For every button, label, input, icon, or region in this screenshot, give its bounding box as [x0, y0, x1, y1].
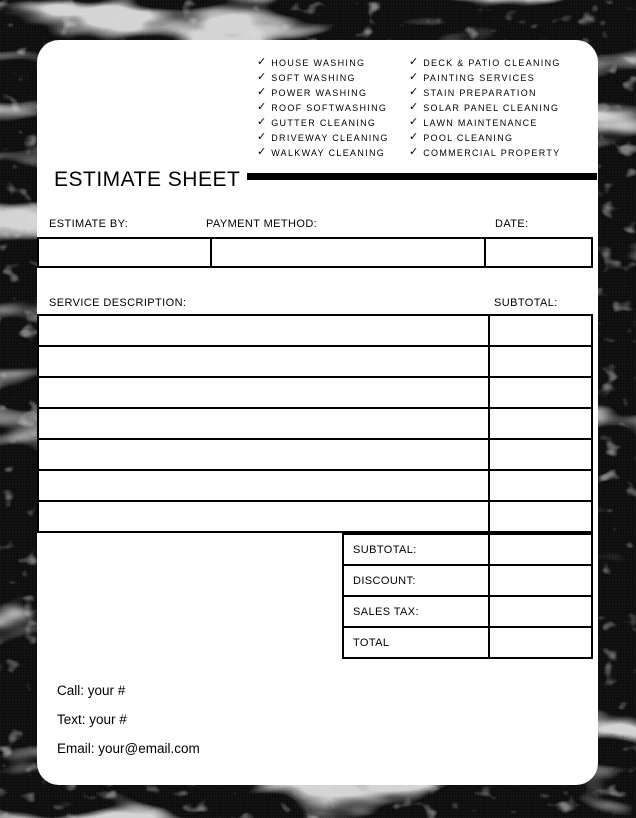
description-cell[interactable]	[39, 347, 490, 376]
summary-row	[344, 597, 591, 628]
service-item	[257, 85, 389, 100]
contact-call: Call: your #	[57, 683, 126, 698]
checkmark-icon: ✓	[257, 56, 267, 68]
service-item	[257, 115, 389, 130]
totals-summary	[342, 533, 593, 659]
summary-subtotal-label: SUBTOTAL:	[344, 535, 490, 564]
summary-row	[344, 566, 591, 597]
summary-salestax-field[interactable]	[490, 597, 591, 626]
service-description-header: SERVICE DESCRIPTION:	[49, 297, 187, 309]
checkmark-icon: ✓	[409, 71, 419, 83]
service-label: POOL CLEANING	[423, 132, 514, 143]
subtotal-cell[interactable]	[490, 440, 591, 469]
summary-subtotal-field[interactable]	[490, 535, 591, 564]
summary-discount-label: DISCOUNT:	[344, 566, 490, 595]
description-cell[interactable]	[39, 471, 490, 500]
service-label: STAIN PREPARATION	[423, 87, 537, 98]
contact-email: Email: your@email.com	[57, 741, 200, 756]
summary-total-label: TOTAL	[344, 628, 490, 657]
service-item	[409, 70, 561, 85]
date-field[interactable]	[486, 239, 591, 266]
description-cell[interactable]	[39, 378, 490, 407]
service-item	[409, 145, 561, 160]
page-title: ESTIMATE SHEET	[54, 168, 241, 191]
subtotal-cell[interactable]	[490, 409, 591, 438]
title-rule	[247, 173, 597, 180]
services-list-left	[257, 55, 389, 160]
contact-block	[57, 681, 200, 759]
service-item	[257, 130, 389, 145]
checkmark-icon: ✓	[409, 116, 419, 128]
checkmark-icon: ✓	[409, 146, 419, 158]
summary-discount-field[interactable]	[490, 566, 591, 595]
service-item	[409, 115, 561, 130]
description-cell[interactable]	[39, 502, 490, 531]
description-cell[interactable]	[39, 409, 490, 438]
table-row	[39, 440, 591, 471]
table-row	[39, 502, 591, 531]
summary-row	[344, 628, 591, 657]
description-cell[interactable]	[39, 440, 490, 469]
checkmark-icon: ✓	[409, 101, 419, 113]
service-label: PAINTING SERVICES	[423, 72, 536, 83]
service-item	[257, 100, 389, 115]
service-item	[409, 85, 561, 100]
table-row	[39, 347, 591, 378]
service-label: HOUSE WASHING	[271, 57, 366, 68]
subtotal-cell[interactable]	[490, 502, 591, 531]
estimate-by-label: ESTIMATE BY:	[49, 218, 129, 230]
service-label: ROOF SOFTWASHING	[271, 102, 388, 113]
service-item	[409, 100, 561, 115]
service-item	[257, 55, 389, 70]
summary-row	[344, 535, 591, 566]
service-item	[409, 130, 561, 145]
contact-text: Text: your #	[57, 712, 127, 727]
checkmark-icon: ✓	[257, 116, 267, 128]
service-label: LAWN MAINTENANCE	[423, 117, 538, 128]
service-table	[37, 314, 593, 533]
service-label: WALKWAY CLEANING	[271, 147, 386, 158]
payment-method-label: PAYMENT METHOD:	[206, 218, 318, 230]
checkmark-icon: ✓	[257, 71, 267, 83]
description-cell[interactable]	[39, 316, 490, 345]
service-label: DECK & PATIO CLEANING	[423, 57, 561, 68]
services-list-right	[409, 55, 561, 160]
meta-fields-row	[37, 237, 593, 268]
checkmark-icon: ✓	[257, 146, 267, 158]
service-label: DRIVEWAY CLEANING	[271, 132, 389, 143]
service-item	[409, 55, 561, 70]
summary-salestax-label: SALES TAX:	[344, 597, 490, 626]
table-row	[39, 471, 591, 502]
subtotal-cell[interactable]	[490, 378, 591, 407]
service-label: GUTTER CLEANING	[271, 117, 377, 128]
checkmark-icon: ✓	[257, 101, 267, 113]
checkmark-icon: ✓	[257, 86, 267, 98]
checkmark-icon: ✓	[257, 131, 267, 143]
table-row	[39, 316, 591, 347]
subtotal-cell[interactable]	[490, 347, 591, 376]
subtotal-cell[interactable]	[490, 471, 591, 500]
estimate-sheet-card	[37, 40, 598, 785]
service-label: SOFT WASHING	[271, 72, 356, 83]
subtotal-cell[interactable]	[490, 316, 591, 345]
checkmark-icon: ✓	[409, 56, 419, 68]
service-item	[257, 70, 389, 85]
summary-total-field[interactable]	[490, 628, 591, 657]
subtotal-column-header: SUBTOTAL:	[494, 297, 558, 309]
table-row	[39, 409, 591, 440]
service-label: SOLAR PANEL CLEANING	[423, 102, 560, 113]
payment-method-field[interactable]	[212, 239, 486, 266]
estimate-by-field[interactable]	[39, 239, 212, 266]
checkmark-icon: ✓	[409, 131, 419, 143]
checkmark-icon: ✓	[409, 86, 419, 98]
service-label: POWER WASHING	[271, 87, 368, 98]
date-label: DATE:	[495, 218, 529, 230]
service-item	[257, 145, 389, 160]
service-label: COMMERCIAL PROPERTY	[423, 147, 561, 158]
table-row	[39, 378, 591, 409]
